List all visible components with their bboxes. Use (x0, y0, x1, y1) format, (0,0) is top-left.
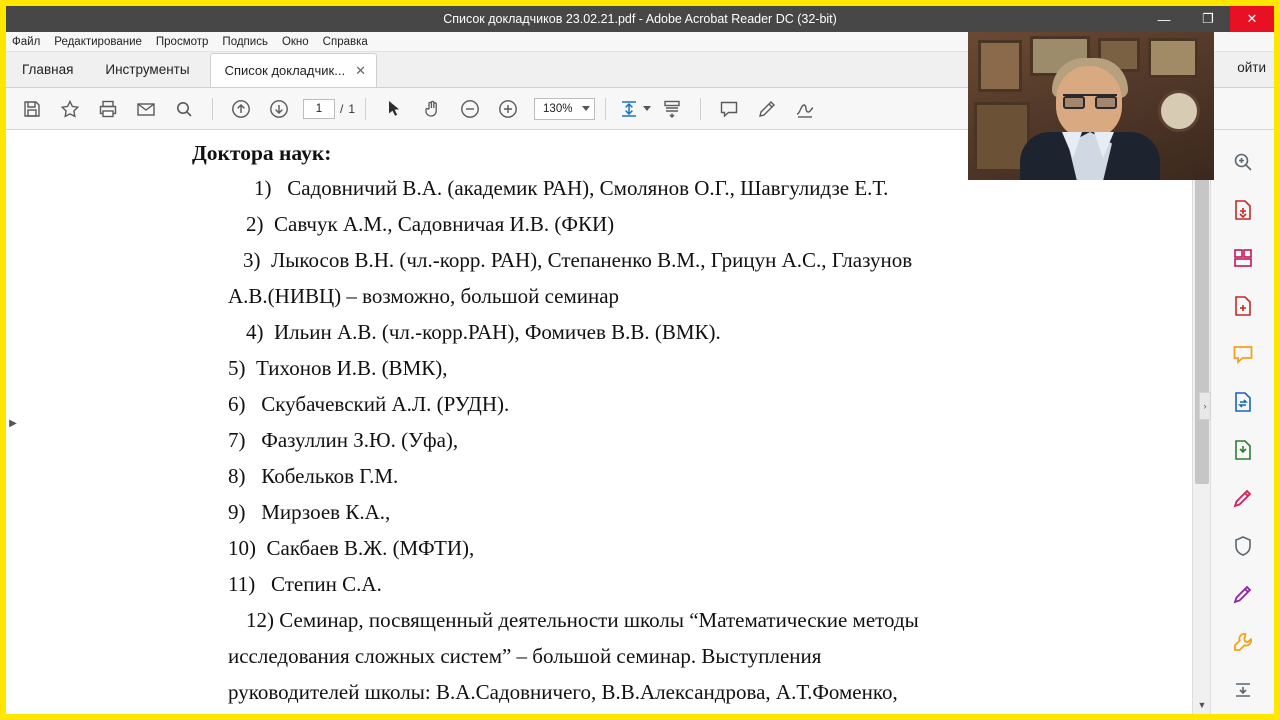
toolbar-separator (365, 98, 366, 120)
page-navigation (303, 99, 355, 119)
zoom-level-select[interactable] (534, 98, 595, 120)
document-line: 5) Тихонов И.В. (ВМК), (228, 356, 448, 380)
cursor-icon[interactable] (376, 92, 412, 126)
maximize-button[interactable]: ❐ (1202, 11, 1214, 26)
tools-rail (1203, 130, 1274, 714)
fill-and-sign-icon[interactable] (1226, 578, 1260, 610)
document-heading: Доктора наук: (192, 141, 332, 165)
collapse-rail-icon[interactable]: › (1199, 392, 1211, 420)
webcam-video-overlay[interactable] (968, 32, 1214, 180)
fit-page-icon[interactable] (616, 92, 652, 126)
document-line: 4) Ильин А.В. (чл.-корр.РАН), Фомичев В.В. (ВМК). (246, 320, 721, 344)
wall-picture-1 (978, 40, 1022, 92)
comment-icon[interactable] (711, 92, 747, 126)
screen-share-bottom-edge (0, 714, 1280, 720)
document-line: 3) Лыкосов В.Н. (чл.-корр. РАН), Степаненко В.М., Грицун А.С., Глазунов (243, 248, 913, 272)
collapse-rail-icon[interactable] (1226, 674, 1260, 706)
menu-item-sign[interactable]: Подпись (222, 35, 268, 48)
document-scrollbar[interactable] (1192, 130, 1210, 714)
highlight-pen-icon[interactable] (749, 92, 785, 126)
menu-item-file[interactable]: Файл (12, 35, 41, 48)
glasses-right-lens (1095, 96, 1117, 109)
tab-home[interactable]: Главная (22, 61, 74, 77)
tab-document-label: Список докладчик... (224, 63, 346, 78)
email-icon[interactable] (128, 92, 164, 126)
toolbar-separator (212, 98, 213, 120)
zoom-out-icon[interactable] (452, 92, 488, 126)
sign-in-button[interactable]: ойти (1237, 60, 1266, 75)
document-line: 6) Скубачевский А.Л. (РУДН). (228, 392, 510, 416)
document-line: 10) Сакбаев В.Ж. (МФТИ), (228, 536, 475, 560)
toolbar-separator (700, 98, 701, 120)
document-line: исследования сложных систем” – большой семинар. Выступления (228, 644, 822, 668)
save-icon[interactable] (14, 92, 50, 126)
document-line: 7) Фазуллин З.Ю. (Уфа), (228, 428, 459, 452)
document-line: руководителей школы: В.А.Садовничего, В.В.Александрова, А.Т.Фоменко, (228, 680, 898, 704)
menu-item-edit[interactable]: Редактирование (54, 35, 142, 48)
scroll-mode-icon[interactable] (654, 92, 690, 126)
document-line: 12) Семинар, посвященный деятельности школы “Математические методы (246, 608, 919, 632)
chevron-down-icon[interactable] (582, 106, 590, 111)
document-line: 9) Мирзоев К.А., (228, 500, 391, 524)
menu-item-help[interactable]: Справка (322, 35, 368, 48)
organize-pages-icon[interactable] (1226, 242, 1260, 274)
hand-icon[interactable] (414, 92, 450, 126)
page-number-input[interactable]: 1 (303, 99, 335, 119)
document-viewport[interactable] (6, 130, 1210, 714)
tab-document[interactable] (210, 53, 377, 87)
window-controls (1142, 6, 1274, 32)
glasses-icon (1063, 94, 1117, 107)
window-title: Список докладчиков 23.02.21.pdf - Adobe Acrobat Reader DC (32-bit) (443, 12, 837, 26)
tab-tools[interactable]: Инструменты (105, 61, 190, 77)
document-line: 8) Кобельков Г.М. (228, 464, 399, 488)
scroll-down-button[interactable]: ▼ (1193, 696, 1211, 714)
star-icon[interactable] (52, 92, 88, 126)
menu-item-view[interactable]: Просмотр (155, 35, 209, 48)
document-line: А.В.(НИВЦ) – возможно, большой семинар (228, 284, 620, 308)
arrow-up-circle-icon[interactable] (223, 92, 259, 126)
zoom-value: 130% (543, 102, 573, 115)
convert-pdf-icon[interactable] (1226, 386, 1260, 418)
left-panel-expand-button[interactable]: ▶ (6, 408, 20, 438)
chevron-down-icon[interactable] (643, 106, 651, 111)
zoom-in-icon[interactable] (490, 92, 526, 126)
toolbar-separator (605, 98, 606, 120)
print-icon[interactable] (90, 92, 126, 126)
search-icon[interactable] (166, 92, 202, 126)
more-tools-icon[interactable] (1226, 626, 1260, 658)
close-button[interactable]: ✕ (1230, 6, 1274, 32)
wall-picture-4 (1148, 38, 1198, 78)
scrollbar-thumb[interactable] (1195, 154, 1209, 484)
wall-clock (1158, 90, 1200, 132)
protect-pdf-icon[interactable] (1226, 530, 1260, 562)
window-titlebar (6, 6, 1274, 32)
export-pdf-icon[interactable] (1226, 194, 1260, 226)
pdf-page (6, 130, 1204, 714)
edit-pdf-icon[interactable] (1226, 482, 1260, 514)
arrow-down-circle-icon[interactable] (261, 92, 297, 126)
document-line: 11) Степин С.А. (228, 572, 382, 596)
menu-item-window[interactable]: Окно (281, 35, 309, 48)
search-pdf-icon[interactable] (1226, 146, 1260, 178)
glasses-left-lens (1063, 96, 1085, 109)
comment-icon[interactable] (1226, 338, 1260, 370)
document-line: 1) Садовничий В.А. (академик РАН), Смолянов О.Г., Шавгулидзе Е.Т. (254, 176, 889, 200)
sign-icon[interactable] (787, 92, 823, 126)
create-pdf-icon[interactable] (1226, 290, 1260, 322)
document-line: 2) Савчук А.М., Садовничая И.В. (ФКИ) (246, 212, 615, 236)
page-total: 1 (348, 101, 356, 116)
compress-pdf-icon[interactable] (1226, 434, 1260, 466)
page-separator: / (340, 101, 344, 116)
minimize-button[interactable]: — (1157, 11, 1171, 27)
close-icon[interactable]: ✕ (355, 62, 366, 78)
